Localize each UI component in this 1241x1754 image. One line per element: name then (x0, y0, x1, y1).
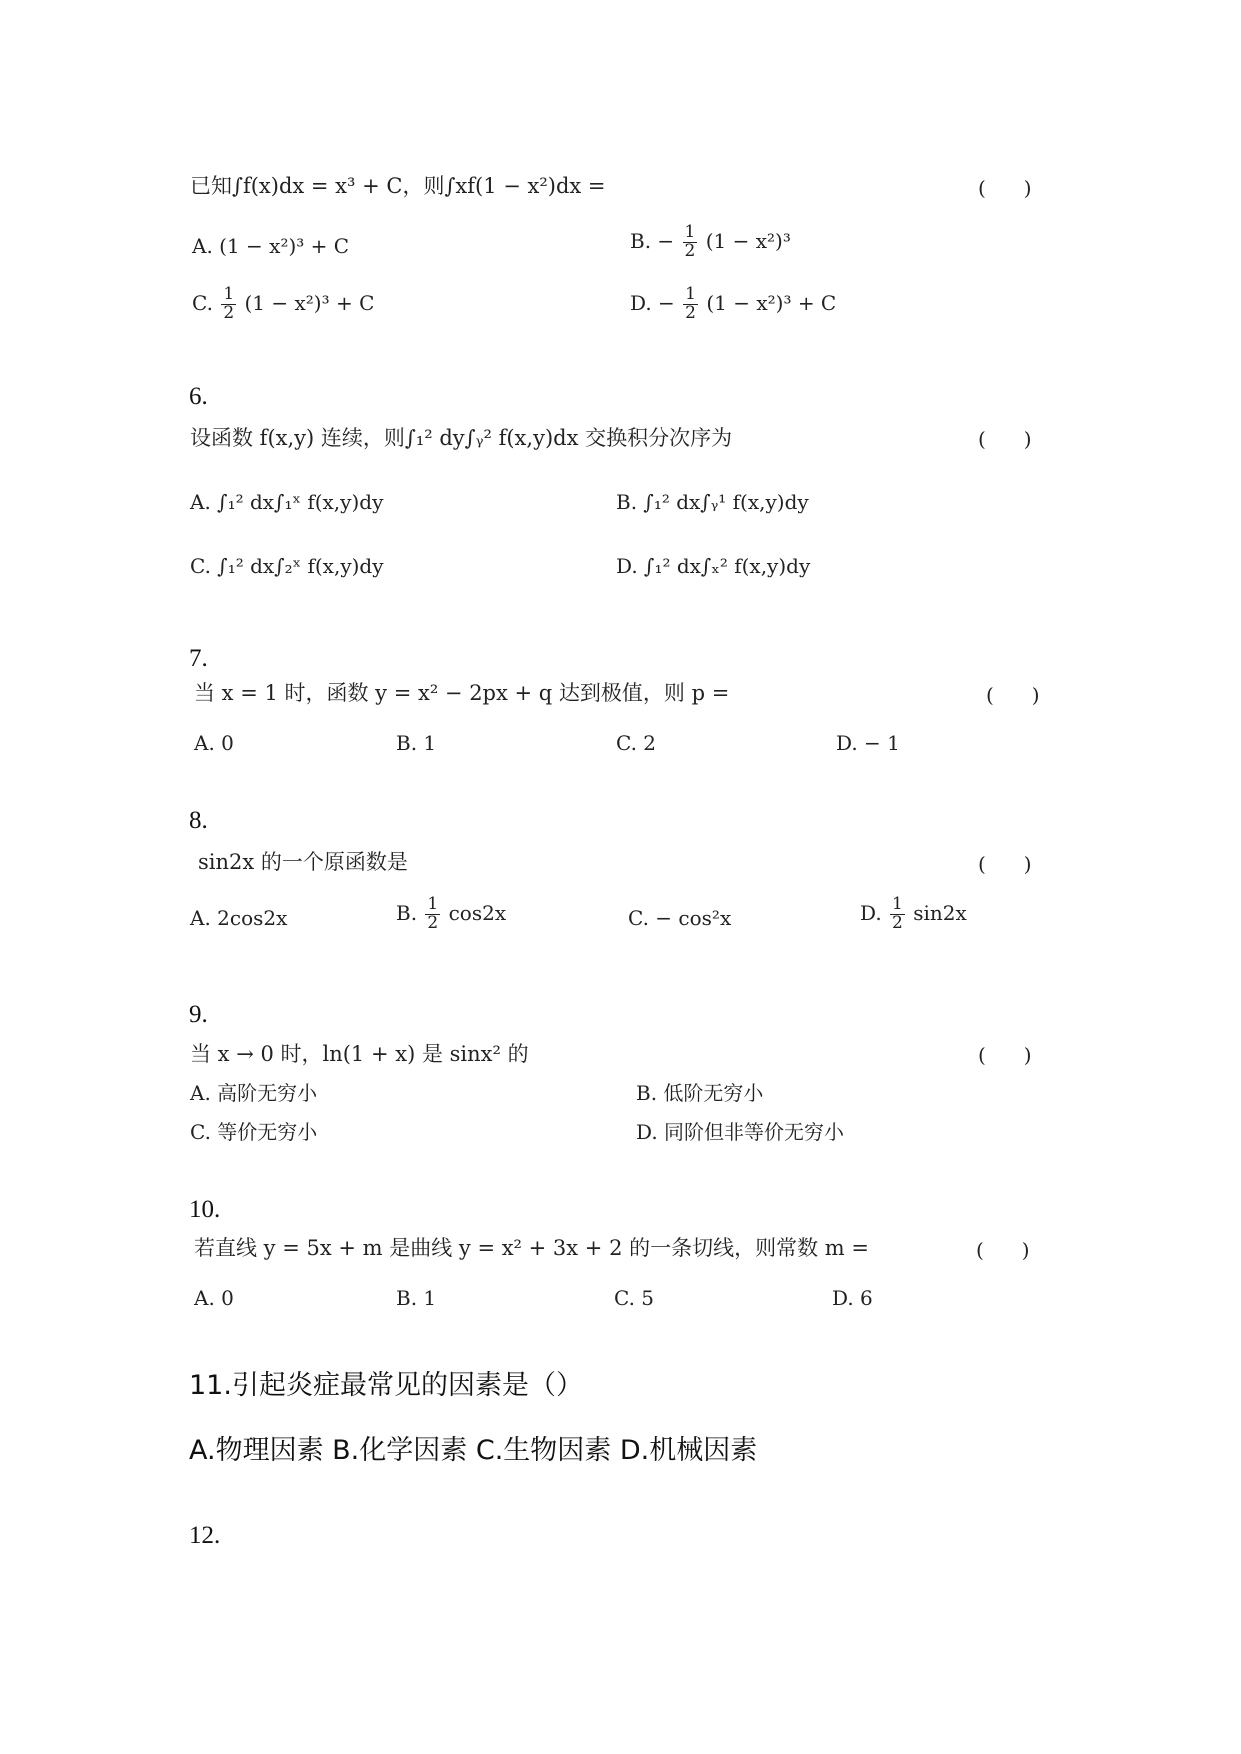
q8-number: 8. (189, 807, 208, 834)
q11-stem: 11.引起炎症最常见的因素是（） (189, 1370, 583, 1401)
q5-stem: 已知∫f(x)dx = x³ + C，则∫xf(1 − x²)dx = (190, 174, 606, 198)
q7-option-a: A. 0 (194, 731, 234, 755)
q10-option-a: A. 0 (194, 1286, 234, 1310)
q5-option-c (192, 286, 374, 323)
q7-stem: 当 x = 1 时，函数 y = x² − 2px + q 达到极值，则 p = (194, 681, 730, 705)
q9-number: 9. (189, 1001, 208, 1028)
q5-option-b-prefix: B. − (630, 228, 675, 253)
q5-option-c-suffix: (1 − x²)³ + C (244, 290, 375, 315)
q8-answer-paren: () (978, 852, 1070, 876)
q6-answer-paren: () (978, 427, 1070, 451)
q10-option-b: B. 1 (396, 1286, 437, 1310)
frac-den: 2 (223, 302, 235, 323)
fraction-one-half (683, 286, 698, 323)
q10-option-d: D. 6 (832, 1286, 873, 1310)
fraction-one-half (890, 896, 905, 933)
q5-answer-paren: () (978, 176, 1070, 200)
q7-answer-paren: () (986, 683, 1078, 707)
q8-option-d (860, 896, 967, 933)
q8-option-a: A. 2cos2x (190, 906, 288, 930)
q9-option-a: A. 高阶无穷小 (190, 1081, 318, 1105)
frac-den: 2 (685, 302, 696, 323)
q8-option-c: C. − cos²x (628, 906, 732, 930)
q8-stem: sin2x 的一个原函数是 (198, 850, 408, 874)
q5-option-b-suffix: (1 − x²)³ (705, 228, 791, 253)
q8-option-b (396, 896, 506, 933)
q9-answer-paren: () (978, 1043, 1070, 1067)
fraction-one-half (683, 224, 698, 261)
frac-num: 1 (684, 222, 696, 242)
q6-option-d: D. ∫₁² dx∫ₓ² f(x,y)dy (616, 554, 811, 578)
q10-option-c: C. 5 (614, 1286, 655, 1310)
frac-den: 2 (892, 912, 903, 933)
q5-option-a: A. (1 − x²)³ + C (192, 234, 350, 258)
q12-number: 12. (189, 1522, 221, 1549)
q5-option-d-prefix: D. − (630, 290, 675, 315)
frac-num: 1 (892, 894, 903, 914)
frac-den: 2 (684, 240, 696, 261)
frac-num: 1 (685, 284, 696, 304)
q8-option-d-suffix: sin2x (913, 900, 967, 925)
q11-options: A.物理因素 B.化学因素 C.生物因素 D.机械因素 (189, 1435, 758, 1466)
q6-stem: 设函数 f(x,y) 连续，则∫₁² dy∫ᵧ² f(x,y)dx 交换积分次序为 (190, 426, 733, 450)
q9-option-b: B. 低阶无穷小 (636, 1081, 764, 1105)
q8-option-d-prefix: D. (860, 900, 882, 925)
q8-option-b-prefix: B. (396, 900, 418, 925)
q7-option-b: B. 1 (396, 731, 437, 755)
q8-option-b-suffix: cos2x (448, 900, 507, 925)
q9-option-d: D. 同阶但非等价无穷小 (636, 1120, 845, 1144)
q5-option-d (630, 286, 836, 323)
q5-option-c-prefix: C. (192, 290, 213, 315)
q7-number: 7. (189, 645, 208, 672)
q6-number: 6. (189, 383, 208, 410)
q9-stem: 当 x → 0 时，ln(1 + x) 是 sinx² 的 (190, 1042, 529, 1066)
q7-option-d: D. − 1 (836, 731, 900, 755)
frac-num: 1 (223, 284, 235, 304)
q9-option-c: C. 等价无穷小 (190, 1120, 318, 1144)
q7-option-c: C. 2 (616, 731, 657, 755)
q5-option-d-suffix: (1 − x²)³ + C (706, 290, 837, 315)
q10-stem: 若直线 y = 5x + m 是曲线 y = x² + 3x + 2 的一条切线，则常数 m = (194, 1236, 869, 1260)
q6-option-b: B. ∫₁² dx∫ᵧ¹ f(x,y)dy (616, 490, 809, 514)
q10-answer-paren: () (976, 1238, 1068, 1262)
frac-den: 2 (427, 912, 439, 933)
q5-option-b (630, 224, 791, 261)
frac-num: 1 (427, 894, 439, 914)
fraction-one-half (425, 896, 440, 933)
fraction-one-half (221, 286, 236, 323)
q6-option-a: A. ∫₁² dx∫₁ˣ f(x,y)dy (190, 490, 384, 514)
q10-number: 10. (189, 1196, 221, 1223)
q6-option-c: C. ∫₁² dx∫₂ˣ f(x,y)dy (190, 554, 384, 578)
